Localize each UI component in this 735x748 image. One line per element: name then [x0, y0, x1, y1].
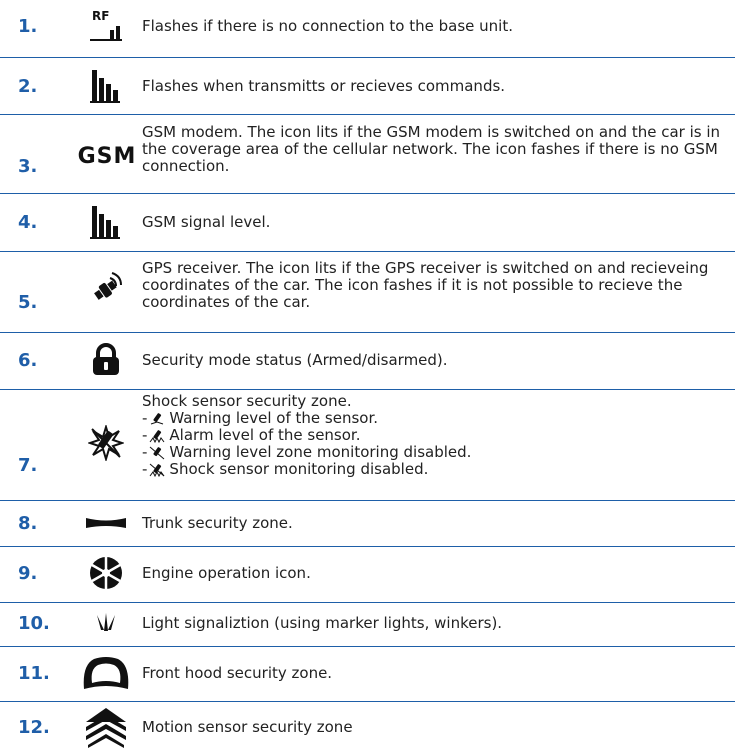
- item-description: Flashes when transmitts or recieves commands.: [142, 76, 506, 95]
- item-number: 3.: [18, 156, 38, 177]
- list-item: [0, 393, 735, 493]
- signal-bars-icon: [78, 202, 134, 242]
- item-description: Light signaliztion (using marker lights, winkers).: [142, 613, 503, 632]
- trunk-icon: [78, 503, 134, 543]
- item-number: 7.: [18, 455, 38, 476]
- item-number: 8.: [18, 512, 38, 534]
- shock-warning-disabled-icon: [149, 446, 165, 460]
- divider: [0, 389, 735, 390]
- motion-sensor-icon: [78, 707, 134, 747]
- divider: [0, 546, 735, 547]
- divider: [0, 193, 735, 194]
- shock-disabled-icon: [149, 463, 165, 477]
- divider: [0, 701, 735, 702]
- item-number: 6.: [18, 349, 38, 371]
- engine-fan-icon: [78, 553, 134, 593]
- item-number: 12.: [18, 716, 50, 738]
- sub-item: - Warning level zone monitoring disabled.: [142, 443, 472, 461]
- list-item: [0, 506, 735, 540]
- front-hood-icon: [78, 653, 134, 693]
- divider: [0, 57, 735, 58]
- shock-sensor-icon: [78, 423, 134, 463]
- divider: [0, 332, 735, 333]
- item-description: Shock sensor security zone.: [142, 392, 352, 410]
- list-item: [0, 64, 735, 108]
- item-number: 4.: [18, 211, 38, 233]
- item-description: Trunk security zone.: [142, 513, 293, 532]
- list-item: [0, 551, 735, 595]
- rf-signal-icon: [78, 6, 134, 46]
- sub-item: - Alarm level of the sensor.: [142, 426, 361, 444]
- item-description: Motion sensor security zone: [142, 717, 353, 736]
- list-item: [0, 120, 735, 186]
- signal-bars-icon: [78, 66, 134, 106]
- item-number: 11.: [18, 662, 50, 684]
- list-item: [0, 706, 735, 748]
- item-description: Security mode status (Armed/disarmed).: [142, 350, 448, 369]
- item-description: Front hood security zone.: [142, 663, 333, 682]
- item-description: GSM signal level.: [142, 212, 271, 231]
- list-item: [0, 200, 735, 244]
- item-description: Flashes if there is no connection to the base unit.: [142, 16, 513, 35]
- sub-item: - Warning level of the sensor.: [142, 409, 379, 427]
- gps-satellite-icon: [78, 268, 134, 308]
- divider: [0, 646, 735, 647]
- list-item: [0, 606, 735, 640]
- list-item: [0, 256, 735, 322]
- item-number: 9.: [18, 562, 38, 584]
- list-item: [0, 4, 735, 48]
- list-item: [0, 652, 735, 694]
- item-number: 1.: [18, 15, 38, 37]
- svg-text:RF: RF: [92, 9, 110, 23]
- sub-item: - Shock sensor monitoring disabled.: [142, 460, 429, 478]
- shock-warning-icon: [149, 412, 165, 426]
- padlock-icon: [78, 340, 134, 380]
- shock-alarm-icon: [149, 429, 165, 443]
- light-signal-icon: [78, 603, 134, 643]
- item-description: Engine operation icon.: [142, 563, 311, 582]
- gsm-icon: GSM: [77, 143, 137, 169]
- list-item: [0, 338, 735, 382]
- divider: [0, 114, 735, 115]
- item-number: 10.: [18, 612, 50, 634]
- divider: [0, 500, 735, 501]
- item-number: 2.: [18, 75, 38, 97]
- divider: [0, 251, 735, 252]
- item-description: GPS receiver. The icon lits if the GPS receiver is switched on and recieveing coordinates of the car. The icon fashes if it is not possible to recieve the coordinates of the car.: [142, 259, 709, 311]
- item-description: GSM modem. The icon lits if the GSM modem is switched on and the car is in the coverage area of the cellular network. The icon fashes if there is no GSM connection.: [142, 123, 721, 175]
- item-number: 5.: [18, 292, 38, 313]
